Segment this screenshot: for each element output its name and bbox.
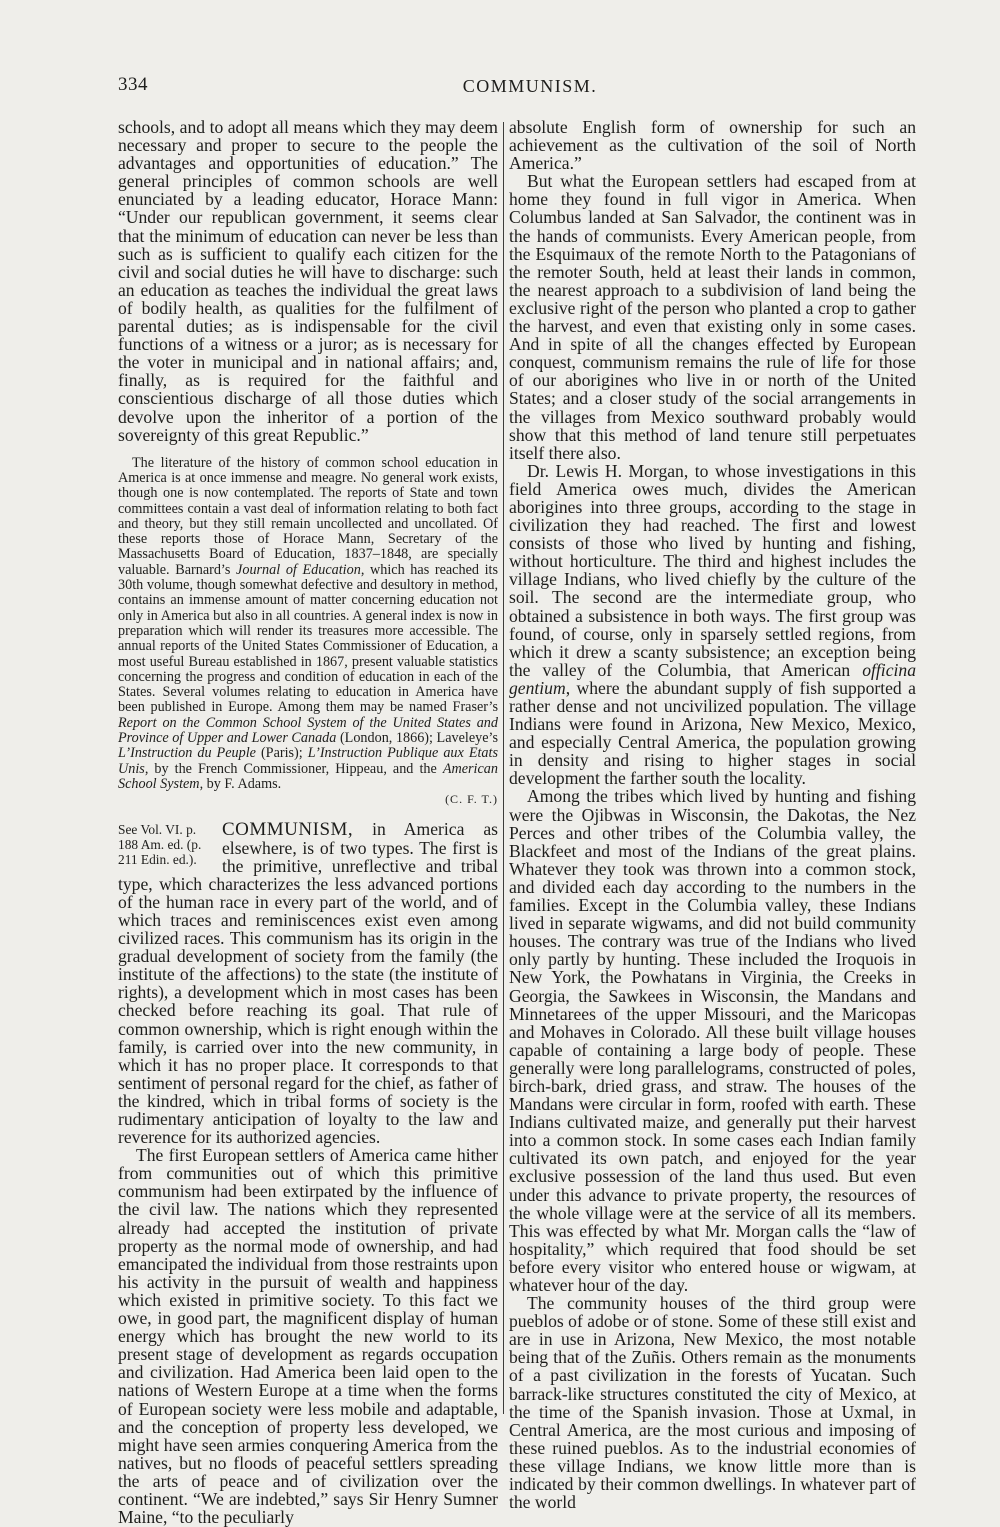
note-title: Journal of Education: [236, 561, 361, 578]
latin-phrase: officina gentium: [509, 659, 916, 698]
note-title: American School System: [118, 760, 498, 792]
hunting-tribes-paragraph: Among the tribes which lived by hunting and fishing were the Ojibwas in Wisconsin, the Dakotas, the Nez Perces and other tribes of the Columbia valley, the Blackfeet and most of the Indians of the great plains. Whatever they took was thrown into a common stock, and divided each day according to the numbers in the families. Except in the Columbia valley, these Indians lived in separate wigwams, and did not build community houses. The contrary was true of the Indians who lived only partly by hunting. These included the Iroquois in New York, the Powhatans in Virginia, the Creeks in Georgia, the Sawkees in Wisconsin, the Mandans and Minnetarees of the upper Missouri, and the Maricopas and Mohaves in Colorado. All these built village houses capable of containing a large body of people. These generally were long parallelograms, constructed of poles, birch-bark, dried grass, and straw. The houses of the Mandans were circular in form, roofed with earth. These Indians cultivated maize, and generally put their harvest into a common stock. In some cases each Indian family cultivated its own patch, and enjoyed for the year exclusive possession of the land thus used. But even under this advance to private property, the resources of the whole village were at the service of all its members. This was effected by what Mr. Morgan calls the “law of hospitality,” which required that food should be set before every visitor who entered house or wigwam, at whatever hour of the day.: [509, 786, 916, 1295]
note-text: , by F. Adams.: [199, 775, 282, 792]
note-text: The literature of the history of common school education in America is at once immense and meagre. No general work exists, though one is now contemplated. The reports of State and town committees contain a vast deal of information relating to both fact and theory, but they still remain uncollected and uncollated. Of these reports those of Horace Mann, Secretary of the Massachusetts Board of Education, 1837–1848, are specially valuable. Barnard’s: [118, 454, 498, 578]
education-closing-paragraph: schools, and to adopt all means which they may deem necessary and proper to secure to the people the advantages and opportunities of education.” The general principles of common schools are well enunciated by a leading educator, Horace Mann: “Under our republican government, it seems clear that the minimum of education can never be less than such as is sufficient to qualify each citizen for the civil and social duties he will have to discharge: such an education as teaches the individual the great laws of bodily health, as qualities for the fulfilment of parental duties; as is indispensable for the civil functions of a witness or a juror; as is necessary for the voter in municipal and in national affairs; and, finally, as is required for the faithful and conscientious discharge of all those duties which devolve upon the inheritor of a portion of the sovereignty of this great Republic.”: [118, 117, 498, 445]
page-number: 334: [118, 74, 148, 95]
note-text: , by the French Commissioner, Hippeau, and the: [144, 760, 443, 777]
paragraph-text: , where the abundant supply of fish supported a rather dense and not uncivilized population. The village Indians were found in Arizona, New Mexico, Mexico, and especially Central America, the population growing in density and rising to higher stages in social development the farther south the locality.: [509, 677, 916, 789]
communism-article-opening: [118, 820, 498, 1147]
bibliographic-note: [118, 456, 498, 808]
maine-quote-continuation: absolute English form of ownership for such an achievement as the cultivation of the soil of North America.”: [509, 117, 916, 174]
american-communism-paragraph: But what the European settlers had escaped from at home they found in full vigor in America. When Columbus landed at San Salvador, the continent was in the hands of communists. Every American people, from the Esquimaux of the remote North to the Patagonians of the remoter South, held at least their lands in common, the nearest approach to a subdivision of land being the exclusive right of the person who planted a crop to gather the harvest, and even that existing only in some cases. And in spite of all the changes effected by European conquest, communism remains the rule of life for those of our aborigines who live in or north of the United States; and a closer study of the social arrangements in the villages from Mexico southward probably would show that this method of land tenure still perpetuates itself there also.: [509, 171, 916, 463]
note-attribution: (C. F. T.): [445, 792, 498, 807]
note-title: L’Instruction du Peuple: [118, 745, 256, 762]
european-settlers-paragraph: The first European settlers of America came hither from communities out of which this primitive communism had been extirpated by the influence of the civil law. The nations which they represented already had accepted the institution of private property as the normal mode of ownership, and had emancipated the individual from those restraints upon his activity in the pursuit of wealth and happiness which existed in primitive society. To this fact we owe, in good part, the magnificent display of human energy which has brought the new world to its present stage of development as regards occupation and civilization. Had America been laid open to the nations of Western Europe at a time when the forms of European society were less mobile and adaptable, and the conception of property less developed, we might have seen armies conquering America from the natives, but no floods of peaceful settlers spreading the arts of peace and of civilization over the continent. “We are indebted,” says Sir Henry Sumner Maine, “to the peculiarly: [118, 1145, 498, 1527]
note-text: , which has reached its 30th volume, though somewhat defective and desultory in method, contains an immense amount of matter concerning education not only in America but also in all countries. A general index is now in preparation which will render its treasures more accessible. The annual reports of the United States Commissioner of Education, a most useful Bureau established in 1867, present valuable statistics concerning the progress and condition of education in each of the States. Several volumes relating to education in America have been published in Europe. Among them may be named Fraser’s: [118, 561, 498, 716]
pueblos-paragraph: The community houses of the third group were pueblos of adobe or of stone. Some of these still exist and are in use in Arizona, New Mexico, the most notable being that of the Zuñis. Others remain as the monuments of a past civilization in the forests of Yucatan. Such barrack-like structures constituted the city of Mexico, at the time of the Spanish invasion. Those at Uxmal, in Central America, are the most curious and imposing of these ruined pueblos. As to the industrial economies of these village Indians, we know little more than is indicated by their common dwellings. In whatever part of the world: [509, 1293, 916, 1513]
right-column: [509, 118, 916, 1511]
column-divider: [503, 122, 504, 1414]
morgan-groups-paragraph: [509, 462, 916, 788]
article-headword: COMMUNISM,: [222, 818, 354, 840]
note-title: Report on the Common School System of the United States and Province of Upper and Lower Canada: [118, 714, 498, 747]
article-paragraph-text: in America as elsewhere, is of two types. The first is the primitive, unreflective and tribal type, which characterizes the less advanced portions of the human race in every part of the world, and of which traces and reminiscences exist even among civilized races. This communism has its origin in the gradual development of society from the family (the institute of the affections) to the state (the institute of rights), a development which in most cases has been checked before reaching its goal. That rule of common ownership, which is right enough within the family, is carried over into the new community, in which it has no proper place. It corresponds to that sentiment of personal regard for the chief, as father of the kindred, which in tribal forms of society is the rudimentary anticipation of loyalty to the law and reverence for its authorized agencies.: [118, 818, 498, 1148]
left-column: [118, 118, 498, 1526]
note-text: (London, 1866); Laveleye’s: [336, 730, 498, 747]
note-text: (Paris);: [255, 745, 308, 762]
cross-reference-sidenote: See Vol. VI. p. 188 Am. ed. (p. 211 Edin. ed.).: [118, 821, 202, 867]
running-head: COMMUNISM.: [462, 76, 598, 96]
paragraph-text: Dr. Lewis H. Morgan, to whose investigations in this field America owes much, divides the American aborigines into three groups, according to the stage in civilization they had reached. The first and lowest consists of those who lived by hunting and fishing, without horticulture. The third and highest includes the village Indians, who lived chiefly by the culture of the soil. The second are the intermediate group, who obtained a subsistence in both ways. The first group was found, of course, only in sparsely settled regions, from which it drew a scanty subsistence; an exception being the valley of the Columbia, that American: [509, 460, 916, 680]
note-title: L’Instruction Publique aux Etats Unis: [118, 745, 498, 777]
